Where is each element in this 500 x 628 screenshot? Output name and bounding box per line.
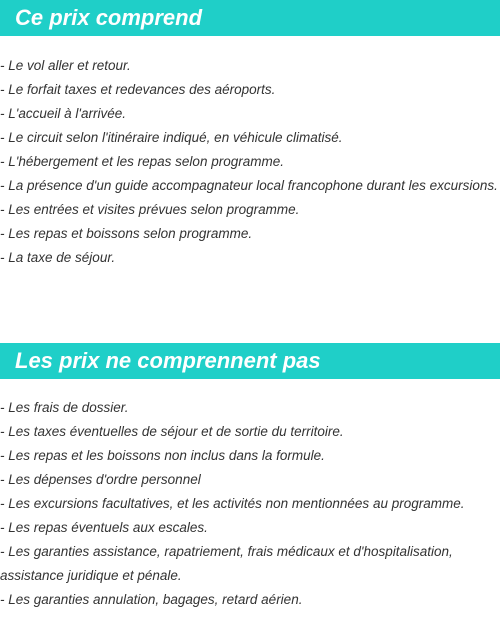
list-item: - La taxe de séjour. (0, 250, 116, 265)
list-item: - Les garanties assistance, rapatriement, frais médicaux et d'hospitalisation, assistance juridique et pénale. (0, 544, 453, 583)
list-item: - Le forfait taxes et redevances des aéroports. (0, 82, 276, 97)
list-item: - L'accueil à l'arrivée. (0, 106, 126, 121)
list-item: - Les garanties annulation, bagages, retard aérien. (0, 592, 303, 607)
excluded-list (0, 396, 500, 612)
list-item: - Les frais de dossier. (0, 400, 129, 415)
list-item: - Les repas éventuels aux escales. (0, 520, 208, 535)
list-item: - Les excursions facultatives, et les activités non mentionnées au programme. (0, 496, 465, 511)
list-item: - L'hébergement et les repas selon programme. (0, 154, 284, 169)
list-item: - Les repas et boissons selon programme. (0, 226, 253, 241)
list-item: - Les taxes éventuelles de séjour et de sortie du territoire. (0, 424, 344, 439)
list-item: - Les repas et les boissons non inclus dans la formule. (0, 448, 325, 463)
list-item: - Le circuit selon l'itinéraire indiqué, en véhicule climatisé. (0, 130, 343, 145)
list-item: - Les entrées et visites prévues selon programme. (0, 202, 300, 217)
included-list (0, 54, 500, 270)
list-item: - Le vol aller et retour. (0, 58, 131, 73)
included-section-title: Ce prix comprend (0, 0, 500, 36)
list-item: - Les dépenses d'ordre personnel (0, 472, 201, 487)
list-item: - La présence d'un guide accompagnateur local francophone durant les excursions. (0, 178, 498, 193)
excluded-section-title: Les prix ne comprennent pas (0, 343, 500, 379)
